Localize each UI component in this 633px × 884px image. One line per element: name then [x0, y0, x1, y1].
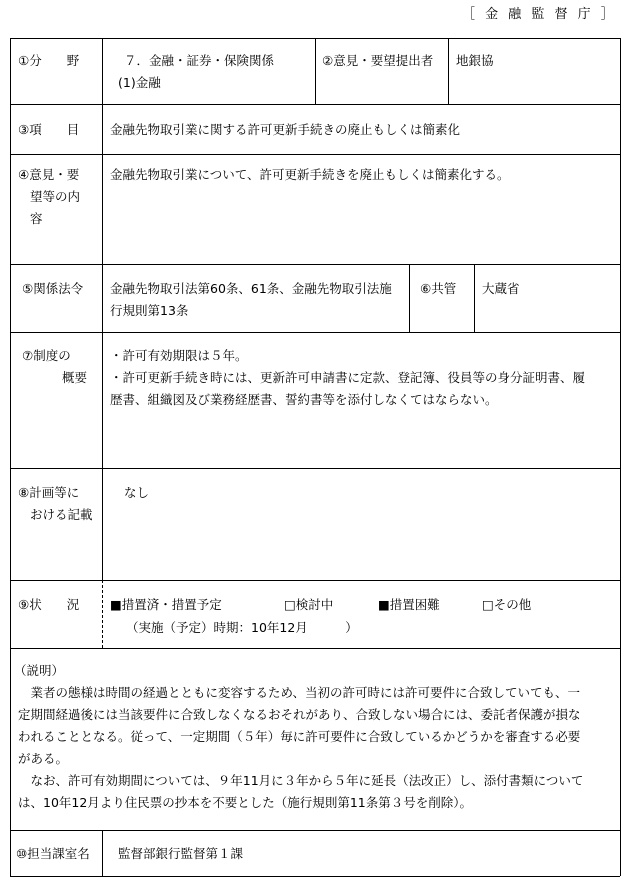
- section-value: 監督部銀行監督第１課: [118, 846, 244, 861]
- submitter-label: ②意見・要望提出者: [322, 53, 434, 68]
- explanation-line: なお、許可有効期間については、９年11月に３年から５年に延長（法改正）し、添付書類について: [18, 773, 584, 788]
- label-column-divider: [102, 830, 103, 876]
- joint-value: 大蔵省: [482, 281, 520, 296]
- plan-label-line1: ⑧計画等に: [18, 485, 80, 500]
- system-line1: ・許可有効期限は５年。: [110, 348, 248, 363]
- explanation-line: がある。: [18, 751, 69, 766]
- cell-divider: [409, 264, 410, 332]
- cell-divider: [474, 264, 475, 332]
- explanation-block: [14, 660, 616, 814]
- explanation-line: は、10年12月より住民票の抄本を不要とした（施行規則第11条第３号を削除）。: [18, 795, 472, 810]
- system-label-line1: ⑦制度の: [22, 348, 71, 363]
- item-value: 金融先物取引業に関する許可更新手続きの廃止もしくは簡素化: [110, 122, 461, 137]
- label-column-divider: [102, 38, 103, 580]
- cell-divider: [448, 38, 449, 104]
- table-border-left: [10, 38, 11, 876]
- explanation-line: 定期間経過後には当該要件に合致しなくなるおそれがあり、合致しない場合には、委託者保護が損な: [18, 707, 581, 722]
- field-label: ①分 野: [18, 53, 80, 68]
- system-label-line2: 概要: [62, 370, 88, 385]
- system-line3: 歴書、組織図及び業務経歴書、誓約書等を添付しなくてはならない。: [110, 392, 498, 407]
- status-option-other: □その他: [482, 597, 532, 612]
- agency-header: ［ 金 融 監 督 庁 ］: [462, 7, 617, 22]
- submitter-value: 地銀協: [456, 53, 494, 68]
- law-label: ⑤関係法令: [22, 281, 84, 296]
- cell-divider: [315, 38, 316, 104]
- plan-label-line2: おける記載: [30, 507, 93, 522]
- explanation-line: 業者の態様は時間の経過とともに変容するため、当初の許可時には許可要件に合致していても、一: [18, 685, 581, 700]
- law-value-line1: 金融先物取引法第60条、61条、金融先物取引法施: [110, 281, 392, 296]
- system-line2: ・許可更新手続き時には、更新許可申請書に定款、登記簿、役員等の身分証明書、履: [110, 370, 586, 385]
- plan-value: なし: [124, 485, 150, 500]
- joint-label: ⑥共管: [420, 281, 457, 296]
- content-label-line3: 容: [30, 211, 43, 226]
- status-option-difficult: ■措置困難: [378, 597, 440, 612]
- item-label: ③項 目: [18, 122, 80, 137]
- field-value-line1: ７．金融・証券・保険関係: [124, 53, 275, 68]
- label-column-divider-dashed: [102, 580, 103, 648]
- status-label: ⑨状 況: [18, 597, 80, 612]
- row-divider: [10, 648, 620, 649]
- content-value: 金融先物取引業について、許可更新手続きを廃止もしくは簡素化する。: [110, 167, 510, 182]
- table-border-bottom: [10, 876, 620, 877]
- status-option-done: ■措置済・措置予定: [110, 597, 222, 612]
- field-value-line2: (1)金融: [118, 75, 161, 90]
- table-border-right: [620, 38, 621, 876]
- law-value-line2: 行規則第13条: [110, 303, 189, 318]
- explanation-line: われることとなる。従って、一定期間（５年）毎に許可要件に合致しているかどうかを審査する必要: [18, 729, 581, 744]
- status-option-reviewing: □検討中: [284, 597, 334, 612]
- content-label-line2: 望等の内: [30, 189, 81, 204]
- content-label-line1: ④意見・要: [18, 167, 80, 182]
- explanation-heading: （説明）: [14, 663, 65, 678]
- status-schedule: （実施（予定）時期：10年12月 ）: [126, 620, 358, 635]
- section-label: ⑩担当課室名: [16, 846, 90, 861]
